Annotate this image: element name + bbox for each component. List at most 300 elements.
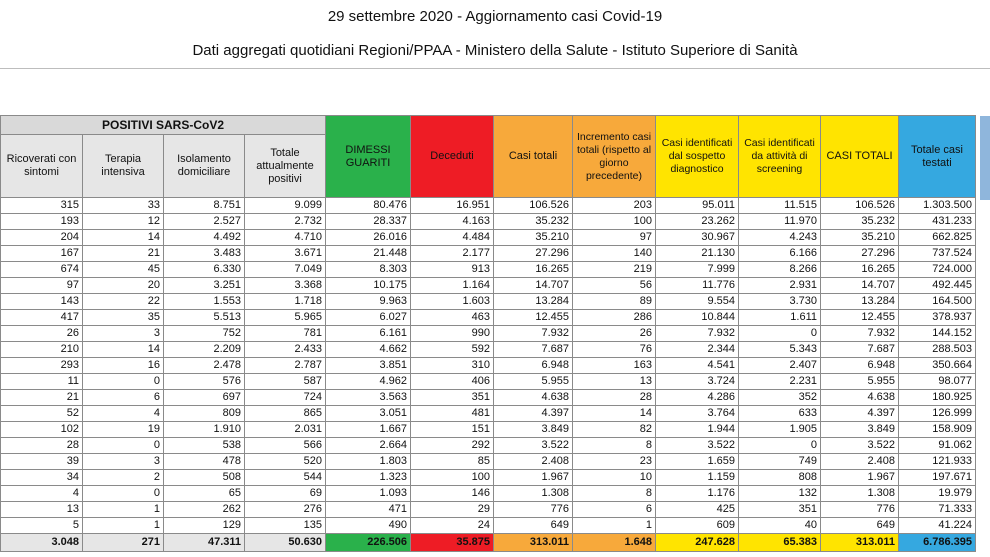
table-cell: 35.232 bbox=[821, 214, 899, 230]
table-cell: 1.611 bbox=[739, 310, 821, 326]
table-row bbox=[1, 486, 976, 502]
table-body bbox=[1, 198, 976, 552]
table-cell: 4.638 bbox=[821, 390, 899, 406]
table-cell: 34 bbox=[1, 470, 83, 486]
table-cell: 4 bbox=[83, 406, 164, 422]
table-cell: 6.948 bbox=[821, 358, 899, 374]
table-cell: 97 bbox=[1, 278, 83, 294]
column-header bbox=[326, 116, 411, 198]
table-cell: 286 bbox=[573, 310, 656, 326]
table-cell: 7.932 bbox=[494, 326, 573, 342]
table-cell: 140 bbox=[573, 246, 656, 262]
table-group-header-row bbox=[1, 116, 976, 135]
table-cell: 23.262 bbox=[656, 214, 739, 230]
table-cell: 8 bbox=[573, 438, 656, 454]
column-header bbox=[411, 116, 494, 198]
table-cell: 3.851 bbox=[326, 358, 411, 374]
table-cell: 16 bbox=[83, 358, 164, 374]
table-row bbox=[1, 454, 976, 470]
column-header bbox=[573, 116, 656, 198]
table-cell: 26 bbox=[573, 326, 656, 342]
table-cell: 7.932 bbox=[821, 326, 899, 342]
column-header-label: Totale casi testati bbox=[911, 143, 963, 169]
table-cell: 19 bbox=[83, 422, 164, 438]
table-cell: 167 bbox=[1, 246, 83, 262]
table-cell: 91.062 bbox=[899, 438, 976, 454]
table-cell: 592 bbox=[411, 342, 494, 358]
table-cell: 3.522 bbox=[821, 438, 899, 454]
table-row bbox=[1, 342, 976, 358]
table-cell: 3.522 bbox=[656, 438, 739, 454]
table-cell: 3 bbox=[83, 454, 164, 470]
table-cell: 10.175 bbox=[326, 278, 411, 294]
table-cell: 5.955 bbox=[821, 374, 899, 390]
table-cell: 76 bbox=[573, 342, 656, 358]
table-cell: 1.093 bbox=[326, 486, 411, 502]
table-cell: 649 bbox=[821, 518, 899, 534]
table-cell: 11.515 bbox=[739, 198, 821, 214]
table-cell: 9.554 bbox=[656, 294, 739, 310]
table-cell: 4.484 bbox=[411, 230, 494, 246]
table-cell: 350.664 bbox=[899, 358, 976, 374]
table-cell: 12.455 bbox=[494, 310, 573, 326]
page-title: 29 settembre 2020 - Aggiornamento casi Covid-19 bbox=[327, 8, 663, 25]
table-cell: 3.251 bbox=[164, 278, 245, 294]
table-cell: 21 bbox=[83, 246, 164, 262]
table-cell: 351 bbox=[739, 502, 821, 518]
table-cell: 508 bbox=[164, 470, 245, 486]
table-row bbox=[1, 278, 976, 294]
table-cell: 106.526 bbox=[494, 198, 573, 214]
column-header-label: Incremento casi totali (rispetto al giorno precedente) bbox=[576, 130, 652, 182]
table-cell: 1.944 bbox=[656, 422, 739, 438]
column-header-label: Ricoverati con sintomi bbox=[6, 153, 77, 178]
table-cell: 8 bbox=[573, 486, 656, 502]
table-cell: 5.513 bbox=[164, 310, 245, 326]
table-cell: 12.455 bbox=[821, 310, 899, 326]
table-cell: 1.176 bbox=[656, 486, 739, 502]
table-cell: 4.397 bbox=[494, 406, 573, 422]
table-cell: 674 bbox=[1, 262, 83, 278]
table-cell: 406 bbox=[411, 374, 494, 390]
table-cell: 2.732 bbox=[245, 214, 326, 230]
column-header bbox=[821, 116, 899, 198]
table-cell: 276 bbox=[245, 502, 326, 518]
table-cell: 13 bbox=[1, 502, 83, 518]
column-header-label: Isolamento domiciliare bbox=[177, 153, 231, 178]
table-cell: 6.166 bbox=[739, 246, 821, 262]
table-cell: 129 bbox=[164, 518, 245, 534]
table-row bbox=[1, 262, 976, 278]
column-header bbox=[1, 135, 83, 198]
table-cell: 310 bbox=[411, 358, 494, 374]
column-header-label: CASI TOTALI bbox=[826, 150, 893, 162]
table-cell: 2.177 bbox=[411, 246, 494, 262]
table-cell: 1.159 bbox=[656, 470, 739, 486]
table-cell: 30.967 bbox=[656, 230, 739, 246]
table-cell: 3.483 bbox=[164, 246, 245, 262]
table-cell: 6.161 bbox=[326, 326, 411, 342]
table-cell: 538 bbox=[164, 438, 245, 454]
table-cell: 9.963 bbox=[326, 294, 411, 310]
table-cell: 121.933 bbox=[899, 454, 976, 470]
table-cell: 2.931 bbox=[739, 278, 821, 294]
table-cell: 11.776 bbox=[656, 278, 739, 294]
table-cell: 3.849 bbox=[494, 422, 573, 438]
table-cell: 12 bbox=[83, 214, 164, 230]
table-cell: 609 bbox=[656, 518, 739, 534]
table-cell: 3.730 bbox=[739, 294, 821, 310]
table-row bbox=[1, 326, 976, 342]
table-cell: 22 bbox=[83, 294, 164, 310]
table-cell: 5.965 bbox=[245, 310, 326, 326]
table-cell: 865 bbox=[245, 406, 326, 422]
table-cell: 378.937 bbox=[899, 310, 976, 326]
table-cell: 35.210 bbox=[821, 230, 899, 246]
table-cell: 481 bbox=[411, 406, 494, 422]
table-cell: 3.849 bbox=[821, 422, 899, 438]
table-cell: 13.284 bbox=[821, 294, 899, 310]
table-cell: 2.433 bbox=[245, 342, 326, 358]
table-cell: 471 bbox=[326, 502, 411, 518]
table-cell: 106.526 bbox=[821, 198, 899, 214]
table-cell: 4.492 bbox=[164, 230, 245, 246]
table-row bbox=[1, 406, 976, 422]
table-cell: 5 bbox=[1, 518, 83, 534]
table-cell: 576 bbox=[164, 374, 245, 390]
table-cell: 0 bbox=[83, 438, 164, 454]
table-cell: 6.948 bbox=[494, 358, 573, 374]
table-cell: 4.397 bbox=[821, 406, 899, 422]
table-cell: 126.999 bbox=[899, 406, 976, 422]
table-cell: 80.476 bbox=[326, 198, 411, 214]
column-header bbox=[83, 135, 164, 198]
totals-cell: 50.630 bbox=[245, 534, 326, 552]
data-table-container bbox=[0, 115, 976, 552]
table-cell: 1.718 bbox=[245, 294, 326, 310]
totals-cell: 271 bbox=[83, 534, 164, 552]
table-cell: 566 bbox=[245, 438, 326, 454]
totals-row bbox=[1, 534, 976, 552]
page-subtitle: Dati aggregati quotidiani Regioni/PPAA - Ministero della Salute - Istituto Superiore di Sanità bbox=[192, 42, 798, 59]
table-cell: 164.500 bbox=[899, 294, 976, 310]
table-cell: 8.751 bbox=[164, 198, 245, 214]
table-cell: 13.284 bbox=[494, 294, 573, 310]
table-cell: 1.323 bbox=[326, 470, 411, 486]
table-row bbox=[1, 518, 976, 534]
column-header bbox=[656, 116, 739, 198]
positivi-group-header: POSITIVI SARS-CoV2 bbox=[1, 116, 326, 135]
table-cell: 6 bbox=[83, 390, 164, 406]
table-row bbox=[1, 246, 976, 262]
table-cell: 781 bbox=[245, 326, 326, 342]
table-row bbox=[1, 502, 976, 518]
table-cell: 14 bbox=[83, 342, 164, 358]
table-cell: 2.407 bbox=[739, 358, 821, 374]
table-cell: 193 bbox=[1, 214, 83, 230]
table-cell: 41.224 bbox=[899, 518, 976, 534]
table-cell: 26 bbox=[1, 326, 83, 342]
table-cell: 132 bbox=[739, 486, 821, 502]
table-row bbox=[1, 422, 976, 438]
table-cell: 39 bbox=[1, 454, 83, 470]
column-header bbox=[164, 135, 245, 198]
table-cell: 27.296 bbox=[821, 246, 899, 262]
table-cell: 417 bbox=[1, 310, 83, 326]
table-cell: 158.909 bbox=[899, 422, 976, 438]
column-header bbox=[494, 116, 573, 198]
table-cell: 9.099 bbox=[245, 198, 326, 214]
table-cell: 100 bbox=[411, 470, 494, 486]
table-cell: 52 bbox=[1, 406, 83, 422]
table-cell: 425 bbox=[656, 502, 739, 518]
table-cell: 1.303.500 bbox=[899, 198, 976, 214]
table-cell: 0 bbox=[739, 438, 821, 454]
table-cell: 292 bbox=[411, 438, 494, 454]
table-cell: 737.524 bbox=[899, 246, 976, 262]
table-row bbox=[1, 230, 976, 246]
column-header bbox=[899, 116, 976, 198]
table-cell: 20 bbox=[83, 278, 164, 294]
table-cell: 4.638 bbox=[494, 390, 573, 406]
table-cell: 82 bbox=[573, 422, 656, 438]
table-cell: 724.000 bbox=[899, 262, 976, 278]
table-cell: 3.051 bbox=[326, 406, 411, 422]
table-cell: 7.687 bbox=[494, 342, 573, 358]
table-cell: 27.296 bbox=[494, 246, 573, 262]
table-cell: 351 bbox=[411, 390, 494, 406]
table-cell: 5.343 bbox=[739, 342, 821, 358]
table-cell: 135 bbox=[245, 518, 326, 534]
column-header-label: Terapia intensiva bbox=[101, 153, 145, 178]
table-cell: 21.448 bbox=[326, 246, 411, 262]
table-row bbox=[1, 198, 976, 214]
table-row bbox=[1, 294, 976, 310]
totals-cell: 47.311 bbox=[164, 534, 245, 552]
table-cell: 180.925 bbox=[899, 390, 976, 406]
table-cell: 4.962 bbox=[326, 374, 411, 390]
column-header bbox=[739, 116, 821, 198]
table-cell: 28.337 bbox=[326, 214, 411, 230]
table-cell: 69 bbox=[245, 486, 326, 502]
table-cell: 204 bbox=[1, 230, 83, 246]
table-cell: 293 bbox=[1, 358, 83, 374]
table-cell: 752 bbox=[164, 326, 245, 342]
table-cell: 3.368 bbox=[245, 278, 326, 294]
table-cell: 809 bbox=[164, 406, 245, 422]
table-cell: 1.308 bbox=[821, 486, 899, 502]
table-cell: 3.522 bbox=[494, 438, 573, 454]
table-cell: 89 bbox=[573, 294, 656, 310]
column-header-label: Totale attualmente positivi bbox=[256, 146, 314, 185]
table-cell: 776 bbox=[821, 502, 899, 518]
table-cell: 97 bbox=[573, 230, 656, 246]
table-cell: 649 bbox=[494, 518, 573, 534]
table-cell: 544 bbox=[245, 470, 326, 486]
table-cell: 2.031 bbox=[245, 422, 326, 438]
table-cell: 262 bbox=[164, 502, 245, 518]
table-cell: 4.541 bbox=[656, 358, 739, 374]
table-cell: 1.803 bbox=[326, 454, 411, 470]
table-cell: 1 bbox=[83, 518, 164, 534]
table-cell: 28 bbox=[1, 438, 83, 454]
totals-cell: 1.648 bbox=[573, 534, 656, 552]
table-cell: 146 bbox=[411, 486, 494, 502]
table-cell: 40 bbox=[739, 518, 821, 534]
table-cell: 6.027 bbox=[326, 310, 411, 326]
table-cell: 990 bbox=[411, 326, 494, 342]
table-cell: 1.553 bbox=[164, 294, 245, 310]
table-cell: 16.265 bbox=[821, 262, 899, 278]
table-cell: 352 bbox=[739, 390, 821, 406]
table-cell: 65 bbox=[164, 486, 245, 502]
column-header-label: DIMESSI GUARITI bbox=[345, 143, 391, 169]
table-row bbox=[1, 358, 976, 374]
table-cell: 35 bbox=[83, 310, 164, 326]
table-cell: 71.333 bbox=[899, 502, 976, 518]
table-cell: 1.308 bbox=[494, 486, 573, 502]
table-cell: 724 bbox=[245, 390, 326, 406]
table-cell: 21 bbox=[1, 390, 83, 406]
table-cell: 16.951 bbox=[411, 198, 494, 214]
table-cell: 23 bbox=[573, 454, 656, 470]
totals-cell: 247.628 bbox=[656, 534, 739, 552]
table-cell: 144.152 bbox=[899, 326, 976, 342]
table-cell: 98.077 bbox=[899, 374, 976, 390]
table-cell: 85 bbox=[411, 454, 494, 470]
table-cell: 219 bbox=[573, 262, 656, 278]
table-cell: 1 bbox=[83, 502, 164, 518]
table-cell: 28 bbox=[573, 390, 656, 406]
table-cell: 315 bbox=[1, 198, 83, 214]
table-cell: 6.330 bbox=[164, 262, 245, 278]
table-cell: 4.286 bbox=[656, 390, 739, 406]
totals-cell: 226.506 bbox=[326, 534, 411, 552]
table-cell: 10 bbox=[573, 470, 656, 486]
table-row bbox=[1, 390, 976, 406]
table-cell: 0 bbox=[739, 326, 821, 342]
covid-data-table bbox=[0, 115, 976, 552]
table-cell: 749 bbox=[739, 454, 821, 470]
table-row bbox=[1, 374, 976, 390]
table-cell: 7.932 bbox=[656, 326, 739, 342]
table-cell: 203 bbox=[573, 198, 656, 214]
totals-cell: 3.048 bbox=[1, 534, 83, 552]
table-cell: 33 bbox=[83, 198, 164, 214]
table-cell: 2.209 bbox=[164, 342, 245, 358]
table-cell: 19.979 bbox=[899, 486, 976, 502]
table-cell: 0 bbox=[83, 486, 164, 502]
table-cell: 2.231 bbox=[739, 374, 821, 390]
table-cell: 1.905 bbox=[739, 422, 821, 438]
table-cell: 492.445 bbox=[899, 278, 976, 294]
table-cell: 431.233 bbox=[899, 214, 976, 230]
table-cell: 14 bbox=[573, 406, 656, 422]
table-cell: 2.787 bbox=[245, 358, 326, 374]
table-row bbox=[1, 438, 976, 454]
table-cell: 3.563 bbox=[326, 390, 411, 406]
table-cell: 2.408 bbox=[821, 454, 899, 470]
table-cell: 520 bbox=[245, 454, 326, 470]
table-cell: 3 bbox=[83, 326, 164, 342]
table-cell: 102 bbox=[1, 422, 83, 438]
totals-cell: 65.383 bbox=[739, 534, 821, 552]
table-cell: 14 bbox=[83, 230, 164, 246]
table-cell: 35.232 bbox=[494, 214, 573, 230]
table-cell: 35.210 bbox=[494, 230, 573, 246]
table-cell: 1.603 bbox=[411, 294, 494, 310]
table-cell: 163 bbox=[573, 358, 656, 374]
table-cell: 776 bbox=[494, 502, 573, 518]
table-cell: 210 bbox=[1, 342, 83, 358]
table-cell: 587 bbox=[245, 374, 326, 390]
table-row bbox=[1, 470, 976, 486]
table-cell: 4.163 bbox=[411, 214, 494, 230]
table-cell: 95.011 bbox=[656, 198, 739, 214]
table-cell: 13 bbox=[573, 374, 656, 390]
table-cell: 4.243 bbox=[739, 230, 821, 246]
table-cell: 4.710 bbox=[245, 230, 326, 246]
table-cell: 1 bbox=[573, 518, 656, 534]
table-cell: 1.967 bbox=[494, 470, 573, 486]
table-cell: 1.164 bbox=[411, 278, 494, 294]
table-cell: 8.266 bbox=[739, 262, 821, 278]
table-cell: 7.687 bbox=[821, 342, 899, 358]
table-cell: 24 bbox=[411, 518, 494, 534]
table-cell: 143 bbox=[1, 294, 83, 310]
totals-cell: 6.786.395 bbox=[899, 534, 976, 552]
table-cell: 7.049 bbox=[245, 262, 326, 278]
column-header-label: Casi identificati da attività di screening bbox=[744, 137, 815, 175]
table-cell: 478 bbox=[164, 454, 245, 470]
table-cell: 2.664 bbox=[326, 438, 411, 454]
table-cell: 1.967 bbox=[821, 470, 899, 486]
table-cell: 6 bbox=[573, 502, 656, 518]
table-cell: 2.344 bbox=[656, 342, 739, 358]
table-cell: 2 bbox=[83, 470, 164, 486]
table-cell: 21.130 bbox=[656, 246, 739, 262]
table-cell: 3.724 bbox=[656, 374, 739, 390]
table-cell: 151 bbox=[411, 422, 494, 438]
table-cell: 5.955 bbox=[494, 374, 573, 390]
table-row bbox=[1, 310, 976, 326]
table-cell: 3.764 bbox=[656, 406, 739, 422]
table-cell: 197.671 bbox=[899, 470, 976, 486]
table-cell: 26.016 bbox=[326, 230, 411, 246]
table-cell: 463 bbox=[411, 310, 494, 326]
table-cell: 808 bbox=[739, 470, 821, 486]
table-cell: 14.707 bbox=[821, 278, 899, 294]
column-header bbox=[245, 135, 326, 198]
column-header-label: Casi identificati dal sospetto diagnostico bbox=[661, 137, 733, 175]
table-cell: 3.671 bbox=[245, 246, 326, 262]
table-cell: 1.910 bbox=[164, 422, 245, 438]
table-cell: 100 bbox=[573, 214, 656, 230]
table-cell: 10.844 bbox=[656, 310, 739, 326]
table-cell: 913 bbox=[411, 262, 494, 278]
table-cell: 662.825 bbox=[899, 230, 976, 246]
table-cell: 633 bbox=[739, 406, 821, 422]
column-header-label: Deceduti bbox=[430, 150, 474, 162]
table-cell: 8.303 bbox=[326, 262, 411, 278]
table-cell: 4.662 bbox=[326, 342, 411, 358]
table-cell: 2.527 bbox=[164, 214, 245, 230]
table-cell: 2.408 bbox=[494, 454, 573, 470]
table-cell: 1.667 bbox=[326, 422, 411, 438]
column-header-label: Casi totali bbox=[508, 150, 558, 162]
table-cell: 288.503 bbox=[899, 342, 976, 358]
page-header bbox=[0, 0, 990, 69]
